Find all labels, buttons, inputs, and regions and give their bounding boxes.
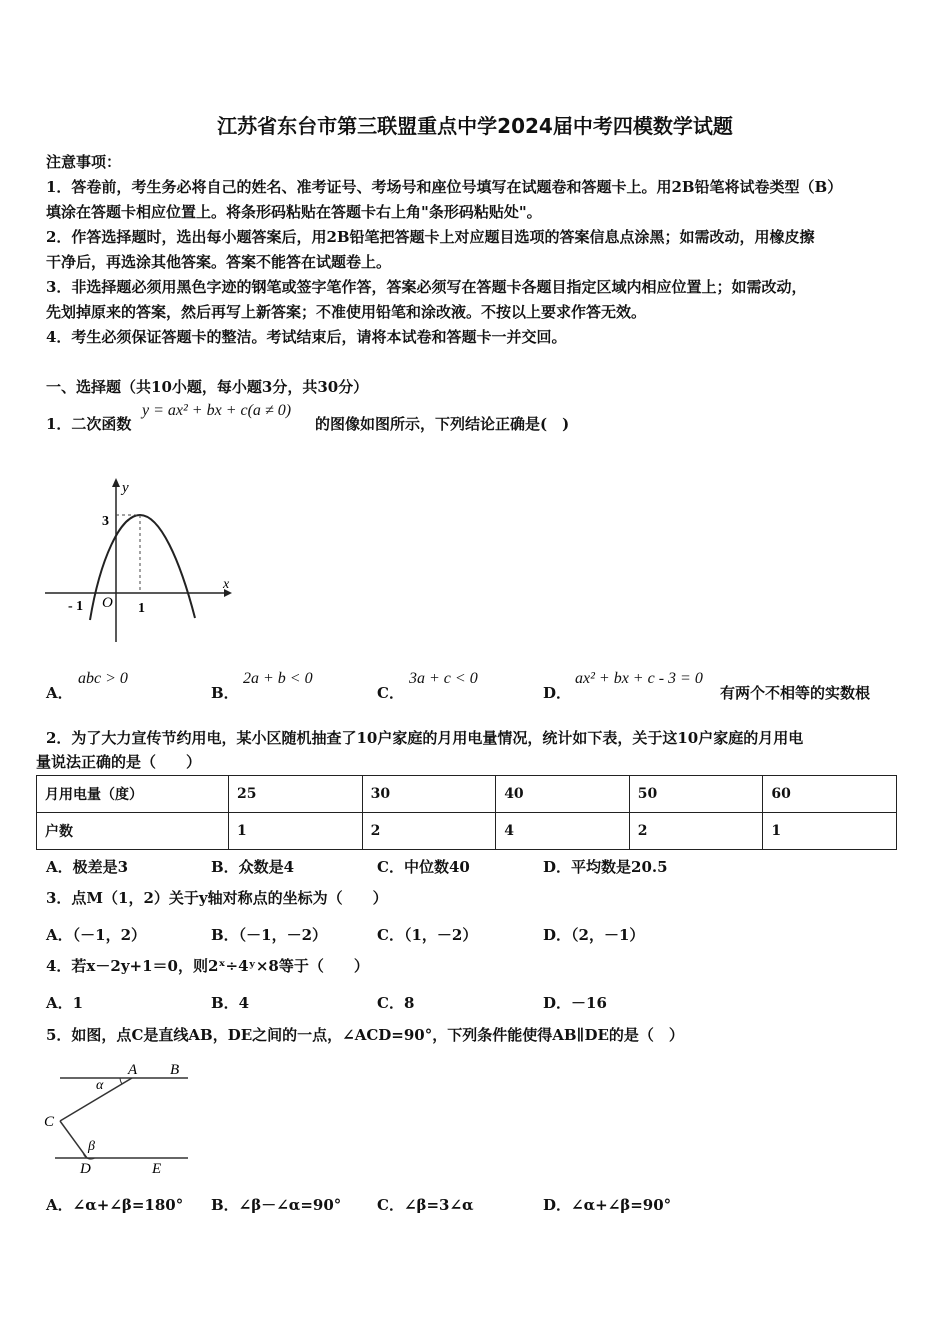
page-title: 江苏省东台市第三联盟重点中学2024届中考四模数学试题 <box>217 114 733 138</box>
q1-option-label[interactable]: D． <box>543 684 572 702</box>
q2-option[interactable]: B．众数是4 <box>211 858 295 876</box>
tick-label-1: 1 <box>138 601 145 616</box>
point-c-label: C <box>44 1114 55 1130</box>
table-cell: 月用电量（度） <box>37 776 229 813</box>
notice-line: 1．答卷前，考生务必将自己的姓名、准考证号、考场号和座位号填写在试题卷和答题卡上。用2B铅笔将试卷类型（B） <box>46 178 843 196</box>
point-d-label: D <box>80 1161 91 1177</box>
q2-stem: 2．为了大力宣传节约用电，某小区随机抽查了10户家庭的月用电量情况，统计如下表，关于这10户家庭的月用电 <box>46 729 804 747</box>
point-a-label: A <box>128 1062 138 1078</box>
q3-stem: 3．点M（1，2）关于y轴对称点的坐标为（ ） <box>46 889 388 907</box>
point-b-label: B <box>170 1062 180 1078</box>
q1-option-label[interactable]: A． <box>46 684 73 702</box>
table-cell: 2 <box>629 813 763 850</box>
angle-alpha-arc <box>120 1078 122 1084</box>
table-row <box>37 813 897 850</box>
notice-line: 先划掉原来的答案，然后再写上新答案；不准使用铅笔和涂改液。不按以上要求作答无效。 <box>46 303 647 321</box>
table-cell: 4 <box>496 813 630 850</box>
q5-parallel-lines-figure <box>40 1058 200 1178</box>
notice-heading: 注意事项： <box>46 153 122 171</box>
notice-line: 3．非选择题必须用黑色字迹的钢笔或签字笔作答，答案必须写在答题卡各题目指定区域内相应位置上；如需改动， <box>46 278 807 296</box>
q2-table <box>36 775 897 850</box>
q3-option[interactable]: C．（1，－2） <box>377 926 478 944</box>
y-axis-arrow <box>112 478 120 487</box>
q4-option[interactable]: D．－16 <box>543 994 607 1012</box>
notice-line: 填涂在答题卡相应位置上。将条形码粘贴在答题卡右上角"条形码粘贴处"。 <box>46 203 542 221</box>
q2-option[interactable]: C．中位数40 <box>377 858 470 876</box>
table-cell: 30 <box>362 776 496 813</box>
beta-label: β <box>88 1139 95 1154</box>
q2-option[interactable]: A．极差是3 <box>46 858 129 876</box>
q3-option[interactable]: B．（－1，－2） <box>211 926 328 944</box>
alpha-label: α <box>96 1078 104 1093</box>
q1-suffix: 的图像如图所示，下列结论正确是( ) <box>315 415 570 433</box>
q3-option[interactable]: A．（－1，2） <box>46 926 147 944</box>
q4-option[interactable]: A．1 <box>46 994 84 1012</box>
q5-stem: 5．如图，点C是直线AB，DE之间的一点，∠ACD=90°，下列条件能使得AB∥DE的是（ ） <box>46 1026 684 1044</box>
q4-option[interactable]: C．8 <box>377 994 415 1012</box>
tick-label-3: 3 <box>102 514 109 529</box>
table-cell: 1 <box>229 813 363 850</box>
q1-option-math: ax² + bx + c - 3 = 0 <box>575 670 703 687</box>
table-cell: 户数 <box>37 813 229 850</box>
q5-option[interactable]: B．∠β－∠α=90° <box>211 1196 342 1214</box>
origin-label: O <box>102 595 113 611</box>
table-row <box>37 776 897 813</box>
q1-option-label[interactable]: B． <box>211 684 239 702</box>
point-e-label: E <box>152 1161 162 1177</box>
table-cell: 1 <box>763 813 897 850</box>
q1-option-math: abc > 0 <box>78 670 128 687</box>
x-axis-label: x <box>223 577 230 592</box>
q1-option-text: 有两个不相等的实数根 <box>720 684 871 702</box>
notice-line: 干净后，再选涂其他答案。答案不能答在试题卷上。 <box>46 253 392 271</box>
table-cell: 25 <box>229 776 363 813</box>
q5-option[interactable]: C．∠β=3∠α <box>377 1196 474 1214</box>
q1-parabola-graph <box>40 470 240 650</box>
notice-line: 2．作答选择题时，选出每小题答案后，用2B铅笔把答题卡上对应题目选项的答案信息点涂黑；如需改动，用橡皮擦 <box>46 228 815 246</box>
q5-option[interactable]: D．∠α+∠β=90° <box>543 1196 672 1214</box>
q4-option[interactable]: B．4 <box>211 994 250 1012</box>
q2-stem: 量说法正确的是（ ） <box>36 753 202 771</box>
table-cell: 40 <box>496 776 630 813</box>
q3-option[interactable]: D．（2，－1） <box>543 926 645 944</box>
table-cell: 60 <box>763 776 897 813</box>
table-cell: 50 <box>629 776 763 813</box>
q1-formula: y = ax² + bx + c(a ≠ 0) <box>142 402 292 419</box>
table-cell: 2 <box>362 813 496 850</box>
notice-line: 4．考生必须保证答题卡的整洁。考试结束后，请将本试卷和答题卡一并交回。 <box>46 328 567 346</box>
q1-option-math: 3a + c < 0 <box>409 670 478 687</box>
tick-label-neg1: - 1 <box>68 599 84 614</box>
q5-option[interactable]: A．∠α+∠β=180° <box>46 1196 184 1214</box>
q1-prefix: 1．二次函数 <box>46 415 132 433</box>
section-heading: 一、选择题（共10小题，每小题3分，共30分） <box>46 378 369 396</box>
y-axis-label: y <box>122 480 129 496</box>
q1-option-label[interactable]: C． <box>377 684 404 702</box>
q2-option[interactable]: D．平均数是20.5 <box>543 858 668 876</box>
q1-option-math: 2a + b < 0 <box>243 670 313 687</box>
q4-stem: 4．若x－2y+1＝0，则2ˣ÷4ʸ×8等于（ ） <box>46 957 369 975</box>
